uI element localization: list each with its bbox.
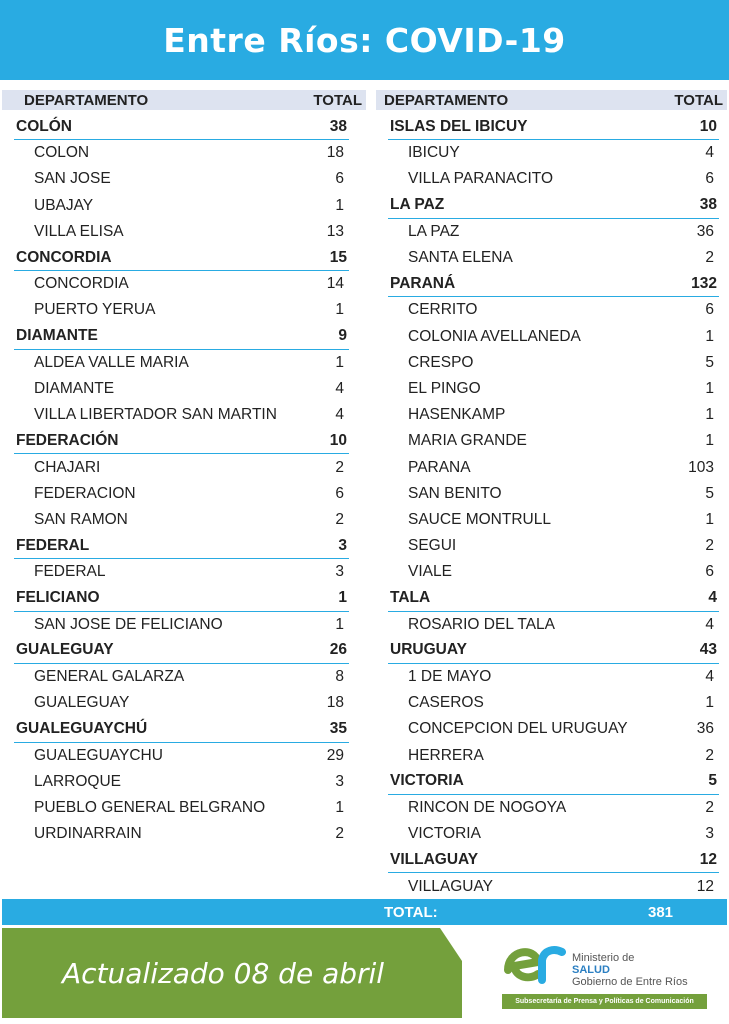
department-name: GUALEGUAY xyxy=(16,641,114,659)
locality-row xyxy=(388,297,719,323)
locality-count: 4 xyxy=(705,668,714,686)
er-logo-icon xyxy=(502,936,566,992)
department-row xyxy=(388,585,719,611)
locality-count: 2 xyxy=(705,746,714,764)
locality-row xyxy=(388,428,719,454)
locality-row xyxy=(388,507,719,533)
locality-name: URDINARRAIN xyxy=(34,825,142,843)
locality-name: CONCEPCION DEL URUGUAY xyxy=(408,720,628,738)
locality-name: SANTA ELENA xyxy=(408,249,513,267)
locality-name: SAN RAMON xyxy=(34,510,128,528)
locality-count: 4 xyxy=(335,406,344,424)
locality-name: FEDERAL xyxy=(34,563,106,581)
locality-count: 1 xyxy=(705,327,714,345)
locality-name: PARANA xyxy=(408,458,471,476)
department-row xyxy=(388,114,719,140)
locality-count: 6 xyxy=(705,563,714,581)
locality-name: CONCORDIA xyxy=(34,275,129,293)
locality-row xyxy=(14,769,349,795)
locality-count: 3 xyxy=(335,563,344,581)
locality-count: 1 xyxy=(705,510,714,528)
department-name: VICTORIA xyxy=(390,772,464,790)
col-header-departamento: DEPARTAMENTO xyxy=(24,91,149,109)
locality-count: 12 xyxy=(696,877,714,895)
department-name: ISLAS DEL IBICUY xyxy=(390,117,528,135)
department-row xyxy=(14,533,349,559)
updated-date: Actualizado 08 de abril xyxy=(62,956,385,990)
locality-count: 2 xyxy=(705,537,714,555)
locality-name: SAN JOSE DE FELICIANO xyxy=(34,615,223,633)
locality-row xyxy=(14,612,349,638)
locality-name: HASENKAMP xyxy=(408,406,506,424)
locality-count: 1 xyxy=(705,406,714,424)
right-column xyxy=(388,114,719,900)
locality-count: 29 xyxy=(326,746,344,764)
table-header-left xyxy=(2,90,366,110)
locality-count: 1 xyxy=(335,301,344,319)
department-name: TALA xyxy=(390,588,431,606)
locality-row xyxy=(14,140,349,166)
footer-updated-banner xyxy=(2,928,462,1018)
locality-row xyxy=(14,664,349,690)
locality-row xyxy=(388,454,719,480)
locality-name: HERRERA xyxy=(408,746,484,764)
department-row xyxy=(14,585,349,611)
department-total: 132 xyxy=(691,274,717,292)
locality-name: VILLA LIBERTADOR SAN MARTIN xyxy=(34,406,277,424)
department-name: CONCORDIA xyxy=(16,248,112,266)
locality-row xyxy=(388,612,719,638)
locality-count: 14 xyxy=(326,275,344,293)
department-row xyxy=(388,193,719,219)
locality-row xyxy=(388,350,719,376)
locality-row xyxy=(14,219,349,245)
department-row xyxy=(14,716,349,742)
locality-count: 5 xyxy=(705,353,714,371)
locality-name: MARIA GRANDE xyxy=(408,432,527,450)
locality-name: CRESPO xyxy=(408,353,474,371)
locality-count: 103 xyxy=(688,458,714,476)
locality-count: 4 xyxy=(335,379,344,397)
locality-row xyxy=(14,402,349,428)
locality-name: 1 DE MAYO xyxy=(408,668,492,686)
locality-name: UBAJAY xyxy=(34,196,94,214)
locality-row xyxy=(14,559,349,585)
locality-name: SAUCE MONTRULL xyxy=(408,510,551,528)
locality-name: VILLAGUAY xyxy=(408,877,494,895)
department-row xyxy=(14,638,349,664)
locality-row xyxy=(388,402,719,428)
col-header-total: TOTAL xyxy=(313,91,362,109)
department-name: GUALEGUAYCHÚ xyxy=(16,719,148,737)
department-name: PARANÁ xyxy=(390,274,456,292)
locality-row xyxy=(14,690,349,716)
locality-count: 1 xyxy=(705,432,714,450)
department-total: 1 xyxy=(338,588,347,606)
locality-count: 6 xyxy=(335,170,344,188)
locality-name: GUALEGUAYCHU xyxy=(34,746,163,764)
locality-name: ROSARIO DEL TALA xyxy=(408,615,556,633)
department-total: 10 xyxy=(329,431,347,449)
locality-name: CASEROS xyxy=(408,694,484,712)
department-row xyxy=(14,428,349,454)
department-total: 35 xyxy=(329,719,347,737)
department-row xyxy=(14,245,349,271)
locality-count: 1 xyxy=(335,798,344,816)
locality-count: 2 xyxy=(335,825,344,843)
locality-name: CHAJARI xyxy=(34,458,101,476)
header-banner xyxy=(0,0,729,80)
locality-count: 1 xyxy=(705,379,714,397)
locality-name: ALDEA VALLE MARIA xyxy=(34,353,189,371)
col-header-total: TOTAL xyxy=(674,91,723,109)
locality-name: VIALE xyxy=(408,563,452,581)
locality-row xyxy=(388,821,719,847)
locality-count: 2 xyxy=(335,510,344,528)
locality-name: FEDERACION xyxy=(34,484,136,502)
department-total: 15 xyxy=(329,248,347,266)
department-row xyxy=(14,114,349,140)
locality-count: 6 xyxy=(705,170,714,188)
locality-count: 1 xyxy=(705,694,714,712)
locality-name: EL PINGO xyxy=(408,379,481,397)
department-total: 10 xyxy=(699,117,717,135)
left-column xyxy=(14,114,349,847)
locality-row xyxy=(14,743,349,769)
department-row xyxy=(388,769,719,795)
department-total: 38 xyxy=(699,196,717,214)
locality-name: VILLA ELISA xyxy=(34,222,124,240)
locality-count: 36 xyxy=(696,720,714,738)
total-label: TOTAL: xyxy=(384,904,438,921)
locality-name: VILLA PARANACITO xyxy=(408,170,554,188)
locality-row xyxy=(14,350,349,376)
locality-row xyxy=(14,297,349,323)
department-total: 43 xyxy=(699,641,717,659)
locality-row xyxy=(14,481,349,507)
locality-row xyxy=(388,376,719,402)
department-name: COLÓN xyxy=(16,117,72,135)
locality-name: PUEBLO GENERAL BELGRANO xyxy=(34,798,266,816)
locality-name: IBICUY xyxy=(408,144,460,162)
locality-row xyxy=(14,193,349,219)
ministry-logo xyxy=(462,928,727,1018)
department-name: URUGUAY xyxy=(390,641,467,659)
locality-row xyxy=(388,140,719,166)
locality-count: 4 xyxy=(705,144,714,162)
locality-row xyxy=(388,559,719,585)
department-row xyxy=(388,638,719,664)
locality-name: SAN BENITO xyxy=(408,484,502,502)
department-total: 26 xyxy=(329,641,347,659)
col-header-departamento: DEPARTAMENTO xyxy=(384,91,509,109)
locality-count: 8 xyxy=(335,668,344,686)
locality-name: VICTORIA xyxy=(408,825,481,843)
locality-count: 1 xyxy=(335,196,344,214)
locality-name: GENERAL GALARZA xyxy=(34,668,185,686)
locality-row xyxy=(388,245,719,271)
department-total: 5 xyxy=(708,772,717,790)
locality-count: 1 xyxy=(335,353,344,371)
locality-count: 5 xyxy=(705,484,714,502)
department-total: 12 xyxy=(699,850,717,868)
locality-row xyxy=(388,219,719,245)
locality-count: 1 xyxy=(335,615,344,633)
locality-row xyxy=(388,664,719,690)
locality-row xyxy=(388,690,719,716)
locality-count: 2 xyxy=(705,249,714,267)
locality-name: LA PAZ xyxy=(408,222,460,240)
locality-row xyxy=(388,716,719,742)
locality-row xyxy=(388,481,719,507)
locality-name: DIAMANTE xyxy=(34,379,115,397)
locality-count: 18 xyxy=(326,144,344,162)
locality-name: COLONIA AVELLANEDA xyxy=(408,327,581,345)
locality-row xyxy=(14,166,349,192)
locality-count: 13 xyxy=(326,222,344,240)
locality-row xyxy=(14,821,349,847)
locality-row xyxy=(388,743,719,769)
ministry-line1: Ministerio de xyxy=(572,952,635,964)
locality-name: GUALEGUAY xyxy=(34,694,130,712)
locality-row xyxy=(388,533,719,559)
locality-row xyxy=(388,795,719,821)
ministry-line2: SALUD xyxy=(572,964,610,976)
locality-row xyxy=(388,166,719,192)
total-bar xyxy=(2,899,727,925)
department-name: FEDERAL xyxy=(16,536,90,554)
department-name: LA PAZ xyxy=(390,196,445,214)
locality-row xyxy=(388,324,719,350)
locality-count: 18 xyxy=(326,694,344,712)
locality-count: 6 xyxy=(335,484,344,502)
locality-count: 3 xyxy=(335,772,344,790)
ministry-line3: Gobierno de Entre Ríos xyxy=(572,976,688,988)
page-title: Entre Ríos: COVID-19 xyxy=(163,20,566,60)
locality-count: 36 xyxy=(696,222,714,240)
locality-count: 4 xyxy=(705,615,714,633)
locality-name: RINCON DE NOGOYA xyxy=(408,798,567,816)
locality-row xyxy=(14,271,349,297)
locality-count: 2 xyxy=(335,458,344,476)
department-row xyxy=(388,847,719,873)
table-header-right xyxy=(376,90,727,110)
department-total: 4 xyxy=(708,588,717,606)
locality-count: 2 xyxy=(705,798,714,816)
department-row xyxy=(14,324,349,350)
department-name: DIAMANTE xyxy=(16,327,98,345)
total-value: 381 xyxy=(648,904,674,921)
locality-count: 3 xyxy=(705,825,714,843)
locality-row xyxy=(14,507,349,533)
department-total: 9 xyxy=(338,327,347,345)
locality-name: COLON xyxy=(34,144,90,162)
locality-row xyxy=(14,454,349,480)
department-total: 38 xyxy=(329,117,347,135)
locality-name: PUERTO YERUA xyxy=(34,301,156,319)
locality-name: SAN JOSE xyxy=(34,170,111,188)
locality-name: SEGUI xyxy=(408,537,457,555)
department-total: 3 xyxy=(338,536,347,554)
ministry-text xyxy=(572,952,688,988)
department-name: FELICIANO xyxy=(16,588,100,606)
locality-row xyxy=(388,873,719,899)
locality-row xyxy=(14,795,349,821)
locality-name: LARROQUE xyxy=(34,772,121,790)
locality-row xyxy=(14,376,349,402)
department-row xyxy=(388,271,719,297)
locality-count: 6 xyxy=(705,301,714,319)
department-name: FEDERACIÓN xyxy=(16,431,119,449)
locality-name: CERRITO xyxy=(408,301,478,319)
subsecretaria-strip: Subsecretaría de Prensa y Políticas de Comunicación xyxy=(502,994,707,1009)
department-name: VILLAGUAY xyxy=(390,850,479,868)
